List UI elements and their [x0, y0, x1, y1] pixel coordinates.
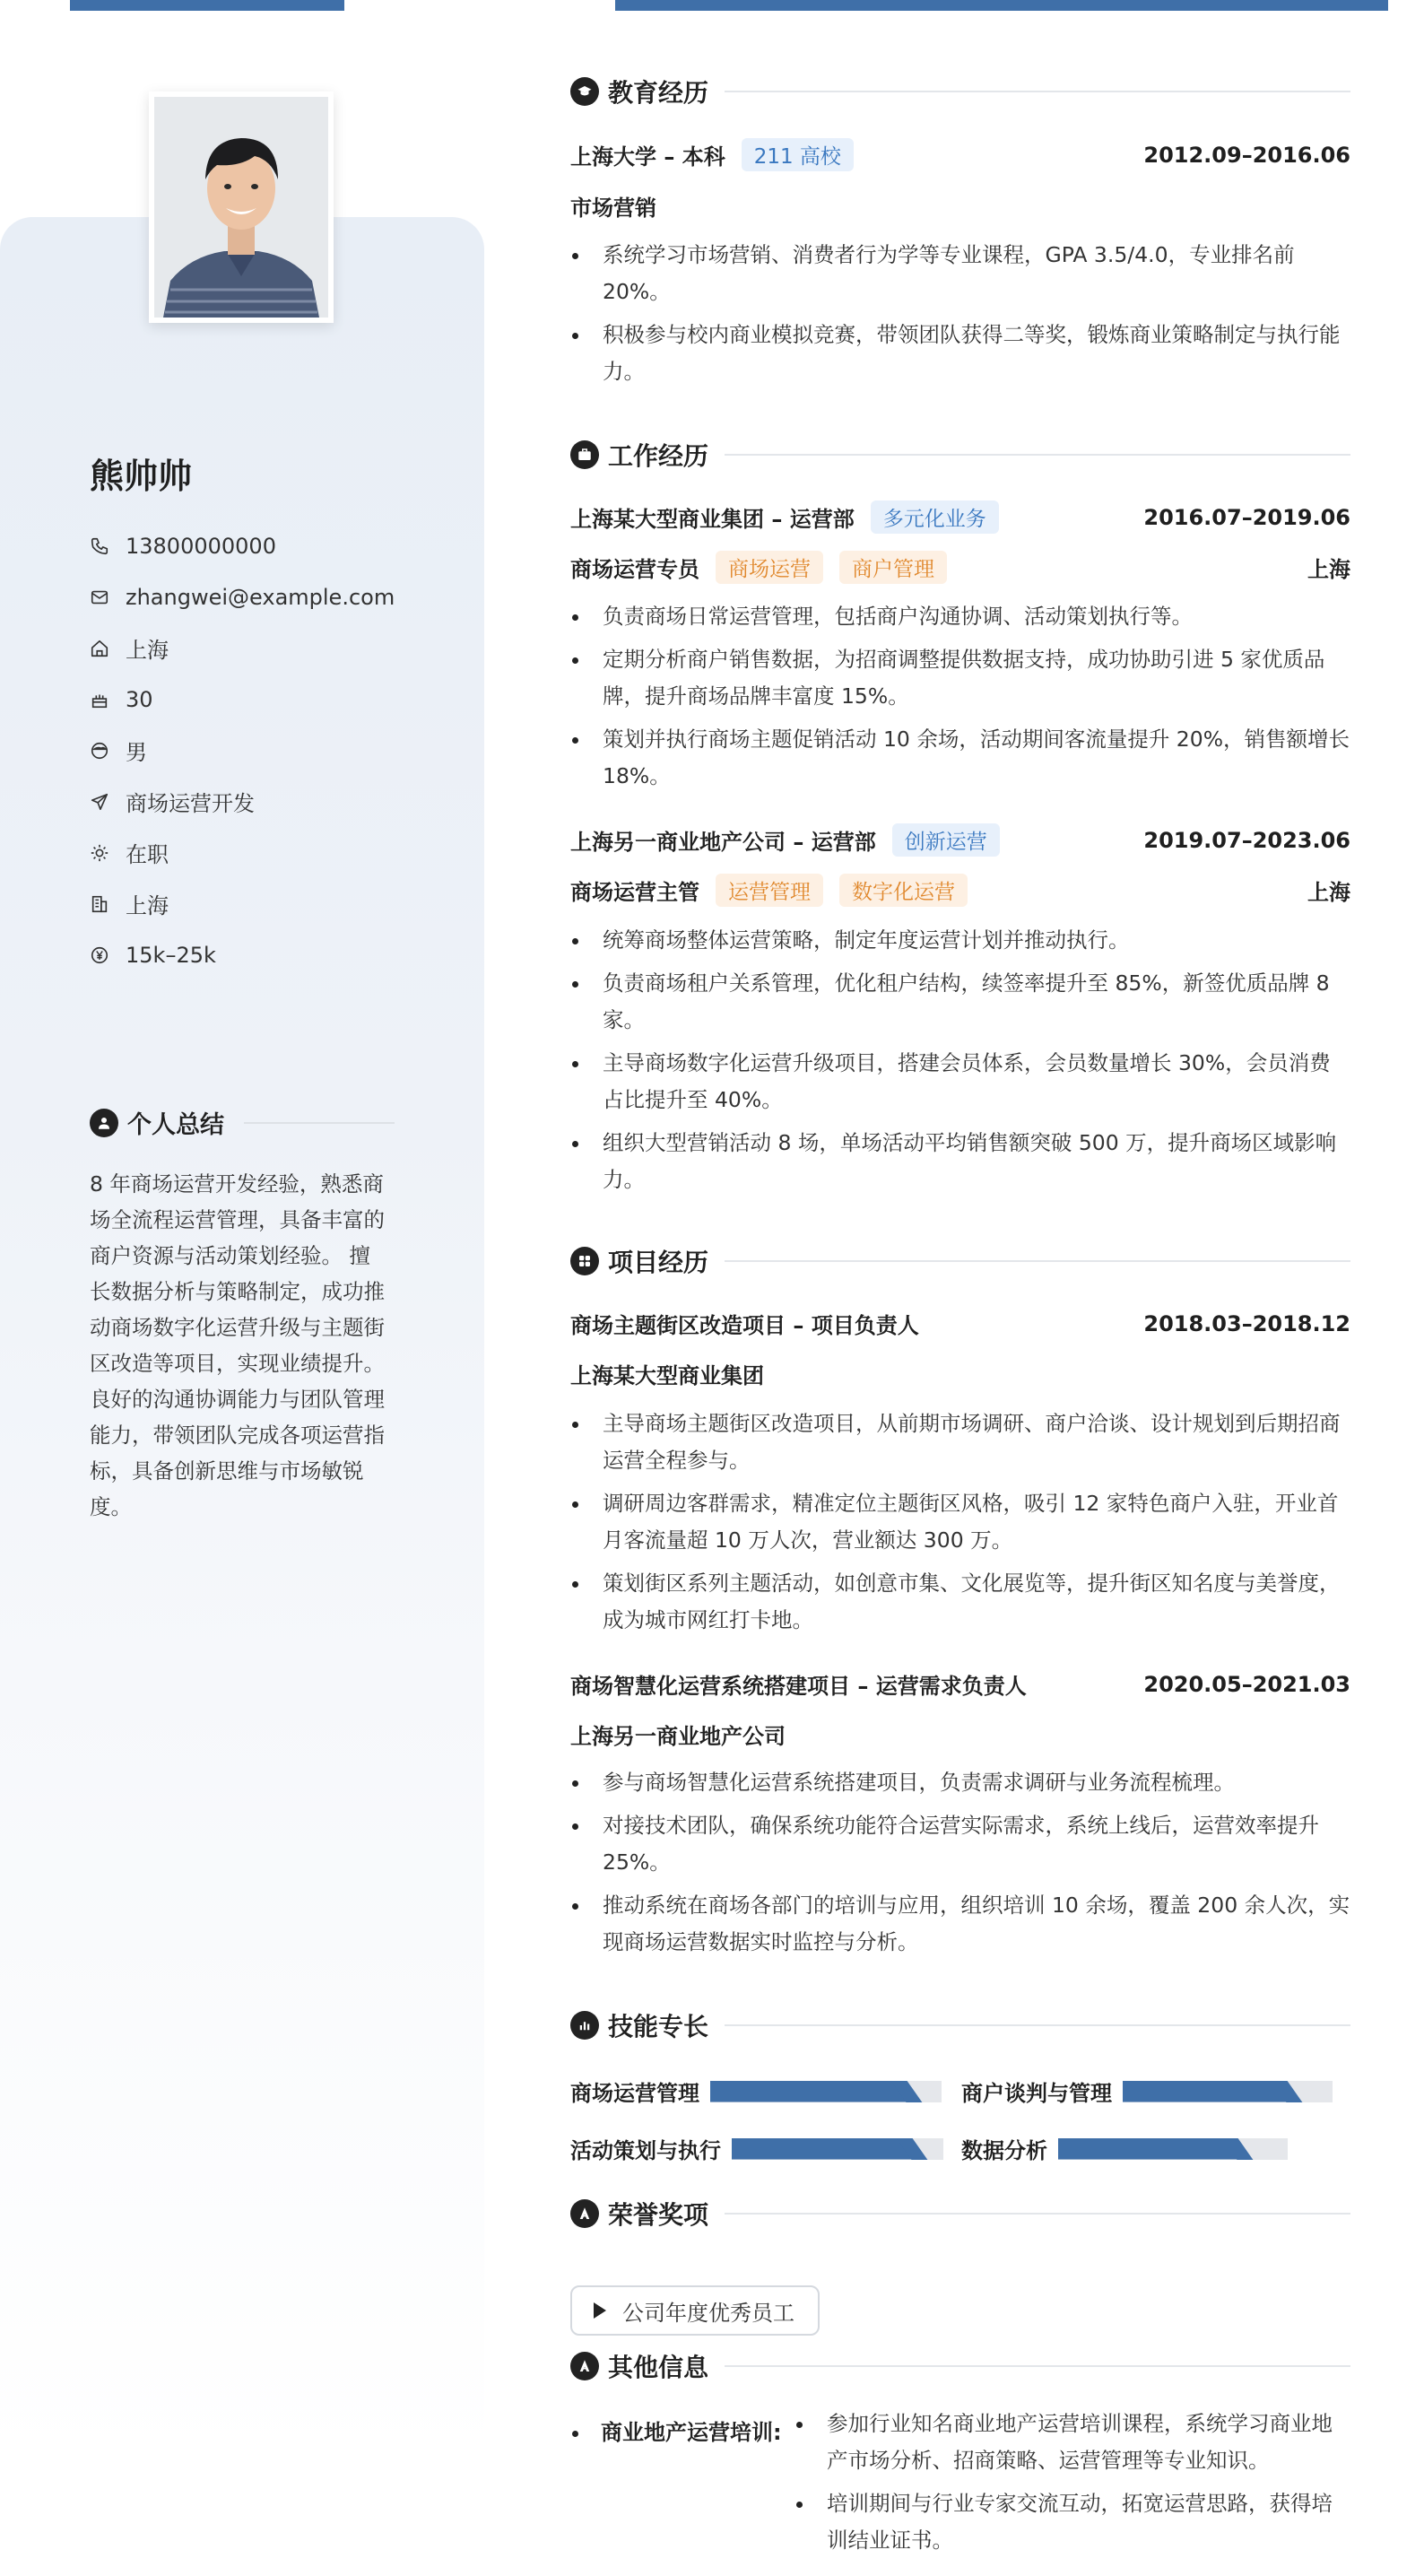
summary-text: 8 年商场运营开发经验，熟悉商场全流程运营管理，具备丰富的商户资源与活动策划经验。 擅长数据分析与策略制定，成功推动商场数字化运营升级与主题街区改造等项目，实现业绩提升。 良好的沟通协调能力与团队管理能力，带领团队完成各项运营指标，具备创新思维与市场敏锐度。	[90, 1171, 385, 1519]
building-icon	[90, 894, 109, 914]
job-tag: 创新运营	[892, 823, 1000, 857]
list-item: 对接技术团队，确保系统功能符合运营实际需求，系统上线后，运营效率提升 25%。	[570, 1807, 1350, 1881]
job-2-bullets	[570, 922, 1350, 1205]
school-tag: 211 高校	[742, 138, 854, 171]
major-row	[570, 190, 1350, 222]
job-role: 商场运营专员	[570, 557, 699, 582]
skills-title: 技能专长	[608, 2012, 709, 2041]
list-item: 策划并执行商场主题促销活动 10 余场，活动期间客流量提升 20%，销售额增长 18%。	[570, 721, 1350, 795]
major-name: 市场营销	[570, 196, 656, 221]
city-value: 上海	[126, 638, 169, 663]
education-title: 教育经历	[608, 78, 709, 108]
project-1-row	[570, 1308, 1350, 1339]
list-item: 参与商场智慧化运营系统搭建项目，负责需求调研与业务流程梳理。	[570, 1764, 1350, 1801]
salary-value: 15k–25k	[126, 942, 216, 968]
skill-item	[961, 2076, 1333, 2107]
info-row-target-position	[90, 776, 466, 827]
skill-level-fill	[710, 2081, 907, 2102]
candidate-name: 熊帅帅	[90, 457, 193, 496]
education-row	[570, 138, 1350, 171]
list-item: 主导商场数字化运营升级项目，搭建会员体系，会员数量增长 30%，会员消费占比提升至 40%。	[570, 1045, 1350, 1118]
summary-header	[90, 1105, 395, 1140]
skill-tag: 数字化运营	[839, 874, 968, 907]
job-location: 上海	[1307, 880, 1350, 905]
grid-icon	[570, 1247, 599, 1275]
info-row-phone	[90, 520, 466, 571]
yen-coin-icon	[90, 945, 109, 965]
skill-level-bar	[1058, 2138, 1288, 2160]
project-date: 2018.03–2018.12	[1143, 1310, 1350, 1336]
list-item: 系统学习市场营销、消费者行为学等专业课程，GPA 3.5/4.0，专业排名前 20%。	[570, 237, 1350, 310]
top-accent-bar-left	[70, 0, 344, 11]
home-icon	[90, 639, 109, 658]
profile-photo	[149, 91, 334, 323]
info-row-city	[90, 622, 466, 674]
other-header	[570, 2348, 1350, 2384]
skill-item	[570, 2076, 942, 2107]
skill-level-bar	[732, 2138, 943, 2160]
play-triangle-icon	[594, 2302, 606, 2319]
job-1-role-row	[570, 551, 1350, 584]
project-1-bullets	[570, 1405, 1350, 1645]
target-position-value: 商场运营开发	[126, 791, 255, 816]
status-value: 在职	[126, 842, 169, 867]
bullet-dot	[572, 2431, 578, 2437]
skill-level-fill	[1123, 2081, 1287, 2102]
age-value: 30	[126, 686, 153, 712]
projects-divider	[725, 1260, 1350, 1262]
list-item: 统筹商场整体运营策略，制定年度运营计划并推动执行。	[570, 922, 1350, 959]
list-item: 负责商场日常运营管理，包括商户沟通协调、活动策划执行等。	[570, 598, 1350, 635]
status-gear-icon	[90, 843, 109, 863]
target-city-value: 上海	[126, 893, 169, 918]
briefcase-icon	[570, 440, 599, 469]
skill-level-fill	[1058, 2138, 1237, 2160]
education-bullets	[570, 237, 1350, 396]
project-name: 商场智慧化运营系统搭建项目 – 运营需求负责人	[570, 1674, 1027, 1699]
work-divider	[725, 454, 1350, 456]
projects-title: 项目经历	[608, 1248, 709, 1277]
list-item: 定期分析商户销售数据，为招商调整提供数据支持，成功协助引进 5 家优质品牌，提升商场品牌丰富度 15%。	[570, 641, 1350, 715]
award-medal-icon	[570, 2199, 599, 2228]
graduation-cap-icon	[570, 77, 599, 106]
skill-name: 商户谈判与管理	[961, 2081, 1112, 2106]
skill-level-bar	[1123, 2081, 1333, 2102]
other-bullets	[794, 2406, 1350, 2565]
info-row-email	[90, 571, 466, 622]
skill-tag: 运营管理	[716, 874, 823, 907]
info-row-gender	[90, 725, 466, 776]
gender-face-icon	[90, 741, 109, 761]
job-location: 上海	[1307, 557, 1350, 582]
info-row-status	[90, 827, 466, 878]
job-tag: 多元化业务	[871, 500, 999, 534]
work-header	[570, 437, 1350, 473]
skill-item	[961, 2133, 1288, 2164]
job-company: 上海另一商业地产公司 – 运营部	[570, 830, 876, 855]
job-1-company-row	[570, 500, 1350, 534]
send-icon	[90, 792, 109, 812]
job-2-role-row	[570, 874, 1350, 907]
project-name: 商场主题街区改造项目 – 项目负责人	[570, 1313, 919, 1338]
award-label: 公司年度优秀员工	[622, 2300, 794, 2326]
awards-title: 荣誉奖项	[608, 2200, 709, 2230]
list-item: 组织大型营销活动 8 场，单场活动平均销售额突破 500 万，提升商场区域影响力。	[570, 1125, 1350, 1198]
list-item: 积极参与校内商业模拟竞赛，带领团队获得二等奖，锻炼商业策略制定与执行能力。	[570, 317, 1350, 390]
info-row-age	[90, 674, 466, 725]
job-2-company-row	[570, 823, 1350, 857]
skill-item	[570, 2133, 943, 2164]
other-divider	[725, 2365, 1350, 2367]
info-badge-icon	[570, 2352, 599, 2380]
projects-header	[570, 1243, 1350, 1279]
skill-tag: 商场运营	[716, 551, 823, 584]
awards-header	[570, 2196, 1350, 2232]
other-label: 商业地产运营培训:	[601, 2420, 782, 2445]
skill-name: 数据分析	[961, 2138, 1047, 2163]
summary-title: 个人总结	[127, 1111, 224, 1139]
project-org: 上海另一商业地产公司	[570, 1724, 786, 1749]
list-item: 推动系统在商场各部门的培训与应用，组织培训 10 余场，覆盖 200 余人次，实现商场运营数据实时监控与分析。	[570, 1887, 1350, 1961]
job-date: 2016.07–2019.06	[1143, 504, 1350, 530]
phone-value: 13800000000	[126, 533, 276, 559]
project-2-row	[570, 1668, 1350, 1700]
list-item: 主导商场主题街区改造项目，从前期市场调研、商户洽谈、设计规划到后期招商运营全程参与。	[570, 1405, 1350, 1479]
project-2-org-row	[570, 1719, 1350, 1750]
contact-info-list	[90, 520, 466, 980]
awards-divider	[725, 2213, 1350, 2215]
user-icon	[90, 1109, 118, 1137]
job-date: 2019.07–2023.06	[1143, 827, 1350, 853]
job-company: 上海某大型商业集团 – 运营部	[570, 507, 855, 532]
summary-divider	[244, 1122, 395, 1124]
job-role: 商场运营主管	[570, 880, 699, 905]
cake-icon	[90, 690, 109, 709]
skill-name: 商场运营管理	[570, 2081, 699, 2106]
gender-value: 男	[126, 740, 147, 765]
education-divider	[725, 91, 1350, 92]
other-title: 其他信息	[608, 2353, 709, 2382]
project-date: 2020.05–2021.03	[1143, 1671, 1350, 1697]
person-portrait-icon	[154, 97, 328, 318]
skills-header	[570, 2007, 1350, 2043]
mail-icon	[90, 587, 109, 607]
info-row-target-city	[90, 878, 466, 929]
work-title: 工作经历	[608, 441, 709, 471]
skill-level-bar	[710, 2081, 942, 2102]
bar-chart-icon	[570, 2011, 599, 2040]
education-header	[570, 74, 1350, 109]
email-value: zhangwei@example.com	[126, 584, 395, 610]
list-item: 负责商场租户关系管理，优化租户结构，续签率提升至 85%，新签优质品牌 8 家。	[570, 965, 1350, 1039]
project-org: 上海某大型商业集团	[570, 1363, 764, 1388]
skill-name: 活动策划与执行	[570, 2138, 721, 2163]
info-row-salary	[90, 929, 466, 980]
list-item: 培训期间与行业专家交流互动，拓宽运营思路，获得培训结业证书。	[794, 2485, 1350, 2559]
list-item: 调研周边客群需求，精准定位主题街区风格，吸引 12 家特色商户入驻，开业首月客流量超 10 万人次，营业额达 300 万。	[570, 1485, 1350, 1559]
skill-tag: 商户管理	[839, 551, 947, 584]
project-1-org-row	[570, 1358, 1350, 1389]
list-item: 策划街区系列主题活动，如创意市集、文化展览等，提升街区知名度与美誉度，成为城市网红打卡地。	[570, 1565, 1350, 1639]
top-accent-bar-right	[615, 0, 1388, 11]
phone-icon	[90, 536, 109, 556]
skill-level-fill	[732, 2138, 912, 2160]
project-2-bullets	[570, 1764, 1350, 1967]
school-name: 上海大学 – 本科	[570, 144, 725, 170]
education-date: 2012.09–2016.06	[1143, 142, 1350, 168]
job-1-bullets	[570, 598, 1350, 801]
award-item	[570, 2285, 820, 2336]
list-item: 参加行业知名商业地产运营培训课程，系统学习商业地产市场分析、招商策略、运营管理等专业知识。	[794, 2406, 1350, 2479]
skills-divider	[725, 2024, 1350, 2026]
